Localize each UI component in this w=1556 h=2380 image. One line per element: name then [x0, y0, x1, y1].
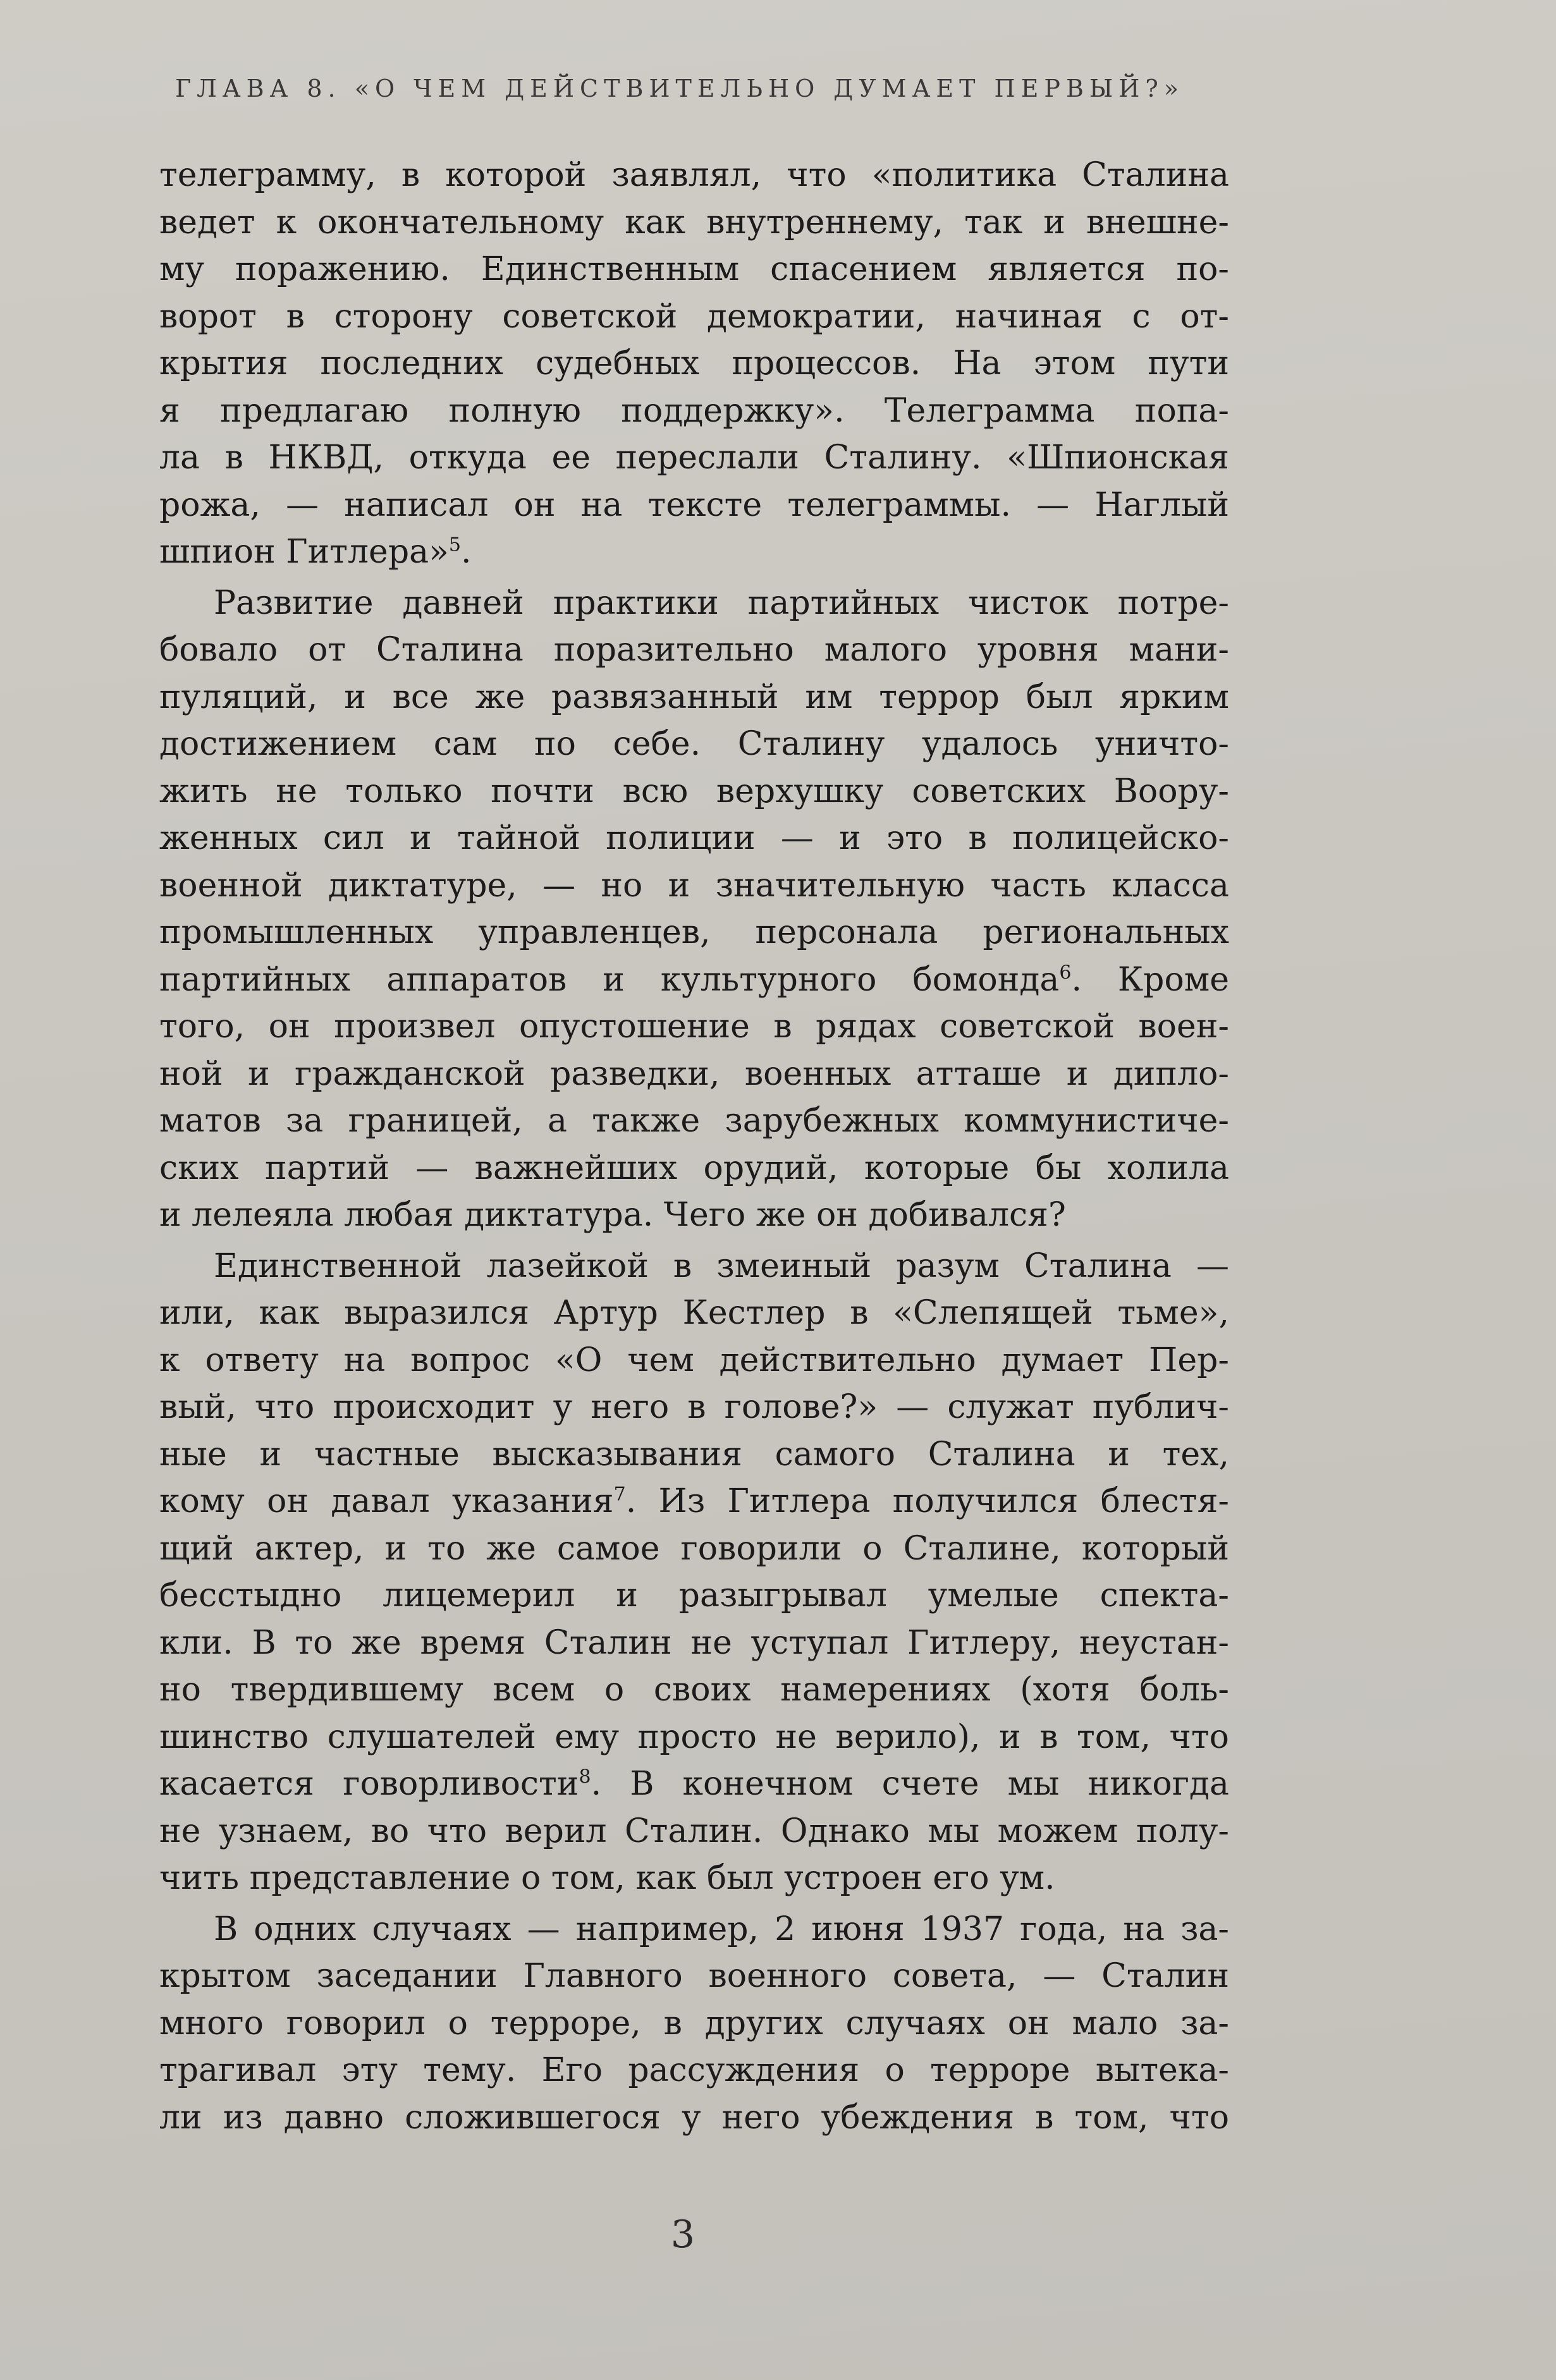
paragraph [159, 1243, 1229, 1902]
text-span: кому он давал указания [159, 1482, 614, 1520]
text-line [159, 528, 1229, 576]
page-number: 3 [670, 2212, 695, 2257]
body-text [159, 152, 1229, 2141]
text-line: ной и гражданской разведки, военных атташе и дипло- [159, 1054, 1229, 1093]
paragraph [159, 580, 1229, 1239]
text-line: я предлагаю полную поддержку». Телеграмма попа- [159, 391, 1229, 430]
text-line: матов за границей, а также зарубежных коммунистиче- [159, 1102, 1229, 1140]
text-line: вый, что происходит у него в голове?» — служат публич- [159, 1388, 1229, 1426]
text-span: . В конечном счете мы никогда [591, 1765, 1229, 1803]
paragraph [159, 152, 1229, 576]
text-line: жить не только почти всю верхушку советских Воору- [159, 772, 1229, 810]
text-line: кли. В то же время Сталин не уступал Гитлеру, неустан- [159, 1623, 1229, 1662]
paragraph [159, 1906, 1229, 2142]
text-line: но твердившему всем о своих намерениях (хотя боль- [159, 1671, 1229, 1709]
text-line: чить представление о том, как был устроен его ум. [159, 1859, 1055, 1897]
text-line: щий актер, и то же самое говорили о Сталине, который [159, 1529, 1229, 1568]
text-line: шинство слушателей ему просто не верило), и в том, что [159, 1718, 1229, 1756]
text-span: шпион Гитлера» [159, 533, 449, 571]
text-line: Развитие давней практики партийных чисток потре- [214, 583, 1229, 622]
text-line: к ответу на вопрос «О чем действительно думает Пер- [159, 1341, 1229, 1379]
text-span: . [461, 533, 472, 571]
text-line: В одних случаях — например, 2 июня 1937 года, на за- [214, 1910, 1229, 1948]
text-line: крытия последних судебных процессов. На этом пути [159, 345, 1229, 382]
text-line: женных сил и тайной полиции — и это в полицейско- [159, 819, 1229, 857]
text-line: телеграмму, в которой заявлял, что «политика Сталина [159, 156, 1229, 194]
text-line: достижением сам по себе. Сталину удалось уничто- [159, 725, 1229, 763]
text-line: бовало от Сталина поразительно малого уровня мани- [159, 631, 1229, 669]
text-line: Единственной лазейкой в змеиный разум Сталина — [214, 1247, 1229, 1285]
text-span: партийных аппаратов и культурного бомонда [159, 960, 1060, 999]
text-line: ских партий — важнейших орудий, которые бы холила [159, 1149, 1229, 1187]
text-line [159, 1478, 1229, 1525]
running-head: ГЛАВА 8. «О ЧЕМ ДЕЙСТВИТЕЛЬНО ДУМАЕТ ПЕРВЫЙ?» [175, 75, 1185, 102]
footnote-ref[interactable]: 5 [448, 534, 462, 556]
text-line: пуляций, и все же развязанный им террор был ярким [159, 678, 1229, 716]
footnote-ref[interactable]: 8 [579, 1766, 591, 1788]
text-line: военной диктатуре, — но и значительную часть класса [159, 866, 1229, 905]
text-span: . Кроме [1071, 960, 1229, 999]
text-line: того, он произвел опустошение в рядах советской воен- [159, 1008, 1229, 1046]
footnote-ref[interactable]: 7 [613, 1483, 626, 1506]
text-line: му поражению. Единственным спасением является по- [159, 250, 1229, 288]
text-line: ные и частные высказывания самого Сталина и тех, [159, 1435, 1229, 1474]
text-line [159, 956, 1229, 1004]
text-line: бесстыдно лицемерил и разыгрывал умелые спекта- [159, 1577, 1229, 1614]
text-line: ли из давно сложившегося у него убеждения в том, что [159, 2098, 1229, 2137]
text-line [159, 1761, 1229, 1808]
text-line: ворот в сторону советской демократии, начиная с от- [159, 297, 1229, 336]
text-line: не узнаем, во что верил Сталин. Однако мы можем полу- [159, 1812, 1229, 1850]
text-line: ведет к окончательному как внутреннему, так и внешне- [159, 203, 1229, 241]
text-line: промышленных управленцев, персонала региональных [159, 913, 1229, 951]
text-line: много говорил о терроре, в других случаях он мало за- [159, 2004, 1229, 2042]
text-line: рожа, — написал он на тексте телеграммы. — Наглый [159, 485, 1229, 524]
text-line: или, как выразился Артур Кестлер в «Слепящей тьме», [159, 1294, 1229, 1332]
text-line: крытом заседании Главного военного совета, — Сталин [159, 1957, 1229, 1995]
text-span: . Из Гитлера получился блестя- [625, 1482, 1229, 1520]
text-line: ла в НКВД, откуда ее переслали Сталину. «Шпионская [159, 439, 1229, 477]
text-line: и лелеяла любая диктатура. Чего же он добивался? [159, 1196, 1066, 1234]
text-line: трагивал эту тему. Его рассуждения о терроре вытека- [159, 2051, 1229, 2089]
footnote-ref[interactable]: 6 [1059, 961, 1072, 984]
text-span: касается говорливости [159, 1765, 579, 1803]
